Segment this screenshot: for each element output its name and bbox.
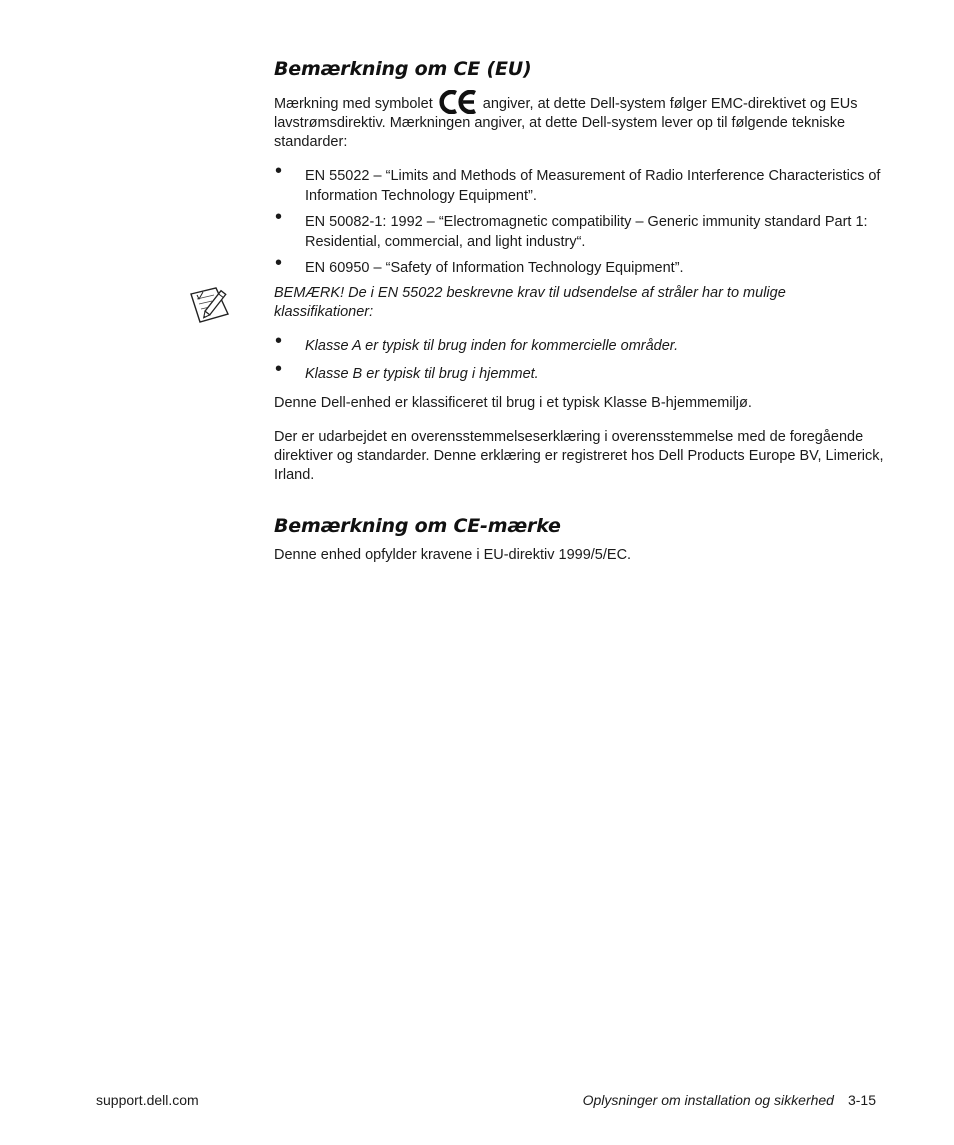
footer-url: support.dell.com — [96, 1092, 199, 1108]
note-text: BEMÆRK! De i EN 55022 beskrevne krav til udsendelse af stråler har to mulige klassifikationer: — [274, 285, 786, 320]
ce-mark-icon — [437, 90, 479, 114]
section-heading-ce-mark: Bemærkning om CE-mærke — [274, 515, 561, 537]
list-item: • Klasse A er typisk til brug inden for kommercielle områder. — [275, 330, 679, 354]
ce-intro-after: angiver, at dette Dell-system følger EMC-direktivet og EUs lavstrømsdirektiv. Mærkningen angiver, at dette Dell-system lever op til følgende tekniske standarder: — [274, 96, 858, 150]
list-item: • EN 50082-1: 1992 – “Electromagnetic compatibility – Generic immunity standard Part 1: Residential, commercial, and light industry“. — [275, 206, 868, 250]
classification-list — [274, 330, 884, 384]
standards-list — [274, 160, 884, 278]
declaration-paragraph: Der er udarbejdet en overensstemmelseserklæring i overensstemmelse med de foregående direktiver og standarder. Denne erklæring er registreret hos Dell Products Europe BV, Limerick, Irland. — [274, 429, 884, 483]
ce-mark-paragraph: Denne enhed opfylder kravene i EU-direktiv 1999/5/EC. — [274, 547, 632, 563]
classification-paragraph: Denne Dell-enhed er klassificeret til brug i et typisk Klasse B-hjemmemiljø. — [274, 395, 752, 411]
note-pencil-icon — [188, 282, 232, 324]
footer-doc-title: Oplysninger om installation og sikkerhed — [582, 1092, 834, 1108]
list-item: • Klasse B er typisk til brug i hjemmet. — [275, 358, 539, 382]
ce-intro-before: Mærkning med symbolet — [274, 96, 433, 112]
footer-title — [440, 1092, 876, 1108]
list-item: • EN 60950 – “Safety of Information Technology Equipment”. — [275, 252, 684, 276]
ce-intro-paragraph — [274, 90, 884, 152]
page-number: 3-15 — [847, 1092, 876, 1108]
section-heading-ce-eu: Bemærkning om CE (EU) — [274, 58, 532, 80]
list-item: • EN 55022 – “Limits and Methods of Measurement of Radio Interference Characteristics of Information Technology Equipment”. — [275, 160, 881, 204]
